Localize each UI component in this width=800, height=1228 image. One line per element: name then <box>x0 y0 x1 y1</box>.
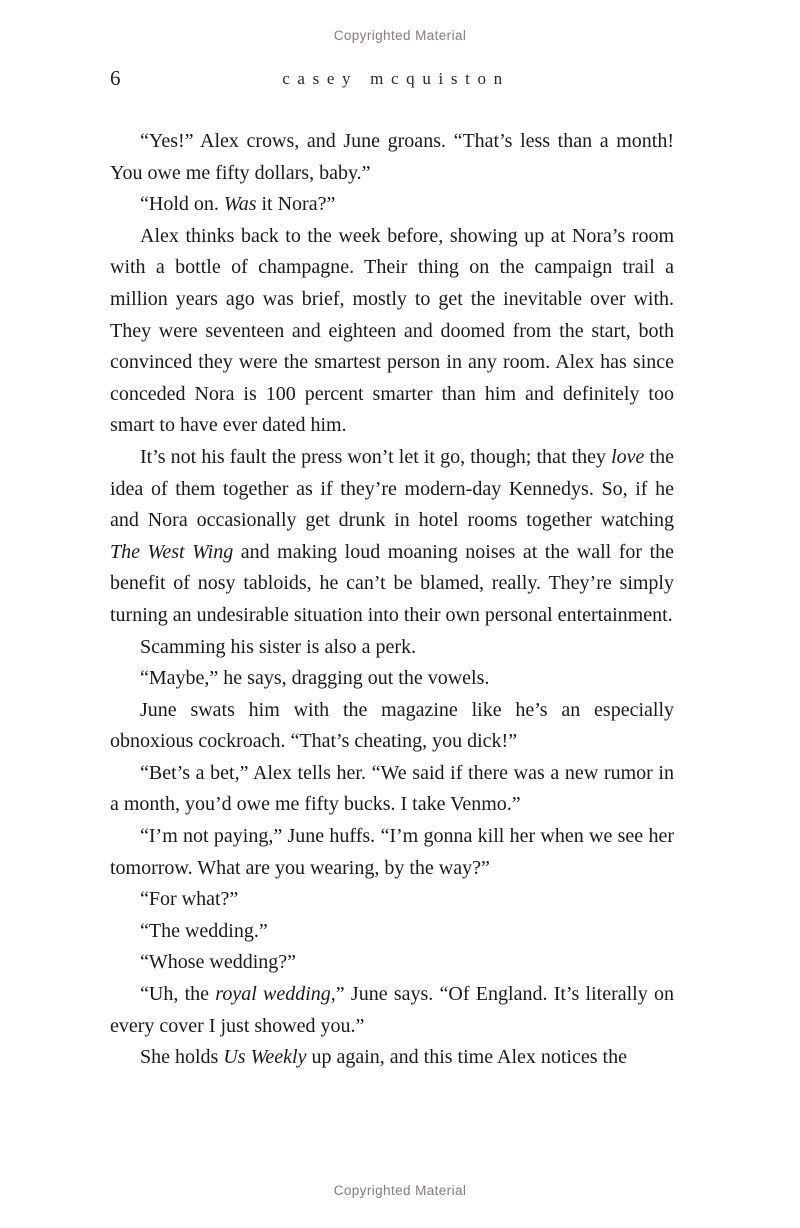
italic-text-segment: Was <box>223 193 257 216</box>
italic-text-segment: love <box>611 445 645 468</box>
text-segment: and making loud moaning noises at the wall for the benefit of nosy tabloids, he can’t be blamed, really. They’re simply turning an undesirable situation into their own personal entertainment. <box>110 540 674 626</box>
text-segment: June swats him with the magazine like he’s an especially obnoxious cockroach. “That’s cheating, you dick!” <box>110 698 674 753</box>
paragraph <box>110 1042 674 1074</box>
text-segment: She holds <box>140 1046 224 1069</box>
paragraph <box>110 695 674 758</box>
text-segment: the idea of them together as if they’re modern-day Kennedys. So, if he and Nora occasionally get drunk in hotel rooms together watching <box>110 445 674 532</box>
text-segment: “Hold on. <box>140 193 224 216</box>
paragraph <box>110 979 674 1042</box>
page-number: 6 <box>110 66 121 90</box>
paragraph <box>110 126 674 189</box>
text-segment: ” June says. “Of England. It’s literally on every cover I just showed you.” <box>110 983 674 1037</box>
paragraph <box>110 189 674 221</box>
text-segment: Alex thinks back to the week before, showing up at Nora’s room with a bottle of champagne. Their thing on the campaign trail a million years ago was brief, mostly to get the inevitable over with. They were seventeen and eighteen and doomed from the start, both convinced they were the smartest person in any room. Alex has since conceded Nora is 100 percent smarter than him and definitely too smart to have ever dated him. <box>110 224 674 437</box>
italic-text-segment: Us Weekly <box>223 1046 307 1069</box>
paragraph <box>110 947 674 979</box>
text-segment: Scamming his sister is also a perk. <box>140 635 417 658</box>
text-segment: up again, and this time Alex notices the <box>306 1046 627 1069</box>
text-segment: It’s not his fault the press won’t let it go, though; that they <box>140 445 612 468</box>
text-segment: it Nora?” <box>256 193 336 216</box>
copyright-notice-top: Copyrighted Material <box>333 28 467 43</box>
text-segment: “Bet’s a bet,” Alex tells her. “We said if there was a new rumor in a month, you’d owe me fifty bucks. I take Venmo.” <box>110 761 674 816</box>
copyright-notice-bottom: Copyrighted Material <box>333 1183 467 1198</box>
text-segment: “Uh, the <box>140 983 216 1006</box>
text-segment: “Maybe,” he says, dragging out the vowels. <box>140 667 490 690</box>
text-segment: “Yes!” Alex crows, and June groans. “That’s less than a month! You owe me fifty dollars, baby.” <box>110 130 674 184</box>
body-text <box>110 126 674 1074</box>
paragraph <box>110 632 674 664</box>
italic-text-segment: The West Wing <box>110 540 234 563</box>
text-segment: “Whose wedding?” <box>140 951 297 974</box>
paragraph <box>110 916 674 948</box>
paragraph <box>110 821 674 884</box>
text-segment: “For what?” <box>140 888 239 911</box>
paragraph <box>110 884 674 916</box>
text-segment: “I’m not paying,” June huffs. “I’m gonna kill her when we see her tomorrow. What are you wearing, by the way?” <box>110 825 674 879</box>
paragraph <box>110 663 674 695</box>
text-segment: “The wedding.” <box>140 919 268 942</box>
italic-text-segment: royal wedding, <box>215 983 336 1006</box>
paragraph <box>110 758 674 821</box>
paragraph <box>110 221 674 442</box>
running-header <box>110 66 682 96</box>
running-header-author: casey mcquiston <box>282 69 510 88</box>
paragraph <box>110 442 674 632</box>
